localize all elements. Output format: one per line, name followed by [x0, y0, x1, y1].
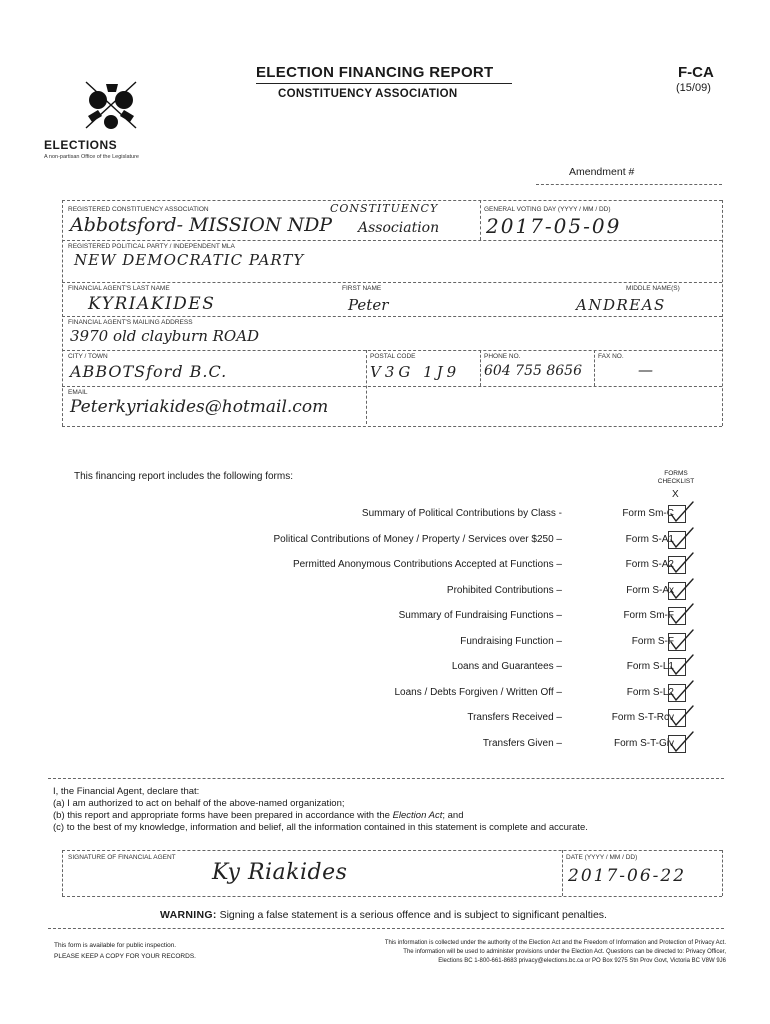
checkmark-icon — [667, 602, 697, 628]
email-value[interactable]: Peterkyriakides@hotmail.com — [70, 397, 329, 417]
checkmark-icon — [667, 679, 697, 705]
forms-checklist-header: FORMS CHECKLIST — [657, 470, 695, 485]
form-row-code: Form S-F — [631, 636, 674, 647]
declaration-intro: I, the Financial Agent, declare that: — [53, 786, 200, 797]
declaration-b-post: ; and — [442, 810, 464, 821]
form-row-description: Political Contributions of Money / Property / Services over $250 – — [273, 534, 562, 545]
phone-divider — [480, 350, 481, 386]
form-row — [200, 738, 680, 758]
checkmark-icon — [667, 500, 697, 526]
date-value[interactable]: 2017-06-22 — [568, 866, 687, 886]
form-checkbox[interactable] — [668, 684, 686, 702]
form-checkbox[interactable] — [668, 556, 686, 574]
fax-label: FAX NO. — [598, 353, 624, 360]
forms-checklist-x: X — [672, 489, 679, 500]
form-checkbox[interactable] — [668, 582, 686, 600]
form-checkbox[interactable] — [668, 658, 686, 676]
form-row — [200, 636, 680, 656]
logo-tagline: A non-partisan Office of the Legislature — [44, 154, 139, 160]
postal-code-value[interactable]: V3G 1J9 — [370, 363, 461, 381]
elections-logo-icon — [84, 78, 156, 136]
signature-right — [722, 850, 723, 896]
declaration-b-pre: (b) this report and appropriate forms have been prepared in accordance with the — [53, 810, 393, 821]
form-row-description: Permitted Anonymous Contributions Accepted at Functions – — [292, 559, 562, 570]
form-row — [200, 610, 680, 630]
form-row — [200, 508, 680, 528]
registered-ca-label: REGISTERED CONSTITUENCY ASSOCIATION — [68, 206, 209, 213]
mailing-address-label: FINANCIAL AGENT'S MAILING ADDRESS — [68, 319, 193, 326]
form-checkbox[interactable] — [668, 709, 686, 727]
phone-value[interactable]: 604 755 8656 — [484, 363, 582, 379]
logo-wordmark: ELECTIONS — [44, 138, 118, 152]
party-value[interactable]: NEW DEMOCRATIC PARTY — [74, 251, 305, 269]
forms-intro: This financing report includes the following forms: — [74, 471, 293, 482]
mailing-address-value[interactable]: 3970 old clayburn ROAD — [70, 327, 260, 345]
box-bottom-border — [62, 426, 722, 427]
form-row-code: Form Sm-C — [622, 508, 674, 519]
row2-bottom — [62, 282, 722, 283]
checkmark-icon — [667, 526, 697, 552]
form-row-code: Form S-L2 — [626, 687, 674, 698]
form-code: F-CA — [678, 64, 714, 81]
form-row-description: Transfers Received – — [467, 712, 562, 723]
row5-bottom — [62, 386, 722, 387]
signature-value[interactable]: Ky Riakides — [212, 860, 348, 885]
form-checkbox[interactable] — [668, 735, 686, 753]
warning-text: Signing a false statement is a serious offence and is subject to significant penalties. — [219, 909, 607, 921]
form-row-code: Form S-Ax — [626, 585, 674, 596]
city-value[interactable]: ABBOTSford B.C. — [70, 362, 228, 381]
form-version: (15/09) — [676, 82, 711, 94]
first-name-value[interactable]: Peter — [348, 296, 389, 314]
form-checkbox[interactable] — [668, 607, 686, 625]
date-label: DATE (YYYY / MM / DD) — [566, 854, 638, 861]
form-row — [200, 661, 680, 681]
form-row-description: Loans and Guarantees – — [451, 661, 562, 672]
elections-bc-logo — [44, 78, 156, 160]
voting-day-divider — [480, 200, 481, 240]
signature-bottom — [62, 896, 722, 897]
title-underline — [256, 83, 512, 84]
signature-top — [62, 850, 722, 851]
warning-bottom — [48, 928, 724, 929]
last-name-value[interactable]: KYRIAKIDES — [88, 294, 216, 314]
declaration-b — [53, 810, 464, 821]
footer-privacy-2: The information will be used to administer provisions under the Election Act. Questions can be directed to: Privacy Officer, — [403, 949, 726, 955]
postal-code-label: POSTAL CODE — [370, 353, 416, 360]
checkmark-icon — [667, 551, 697, 577]
form-row — [200, 687, 680, 707]
declaration-b-act: Election Act — [392, 810, 443, 821]
registered-ca-value-2[interactable]: Association — [358, 220, 440, 236]
form-row-description: Loans / Debts Forgiven / Written Off – — [394, 687, 562, 698]
form-row-code: Form S-A1 — [625, 534, 674, 545]
form-row-description: Prohibited Contributions – — [446, 585, 562, 596]
voting-day-label: GENERAL VOTING DAY (YYYY / MM / DD) — [484, 206, 611, 213]
form-row-description: Fundraising Function – — [460, 636, 562, 647]
registered-ca-overwrite: CONSTITUENCY — [330, 202, 439, 215]
footer-right — [246, 939, 726, 966]
phone-label: PHONE NO. — [484, 353, 521, 360]
form-row — [200, 712, 680, 732]
form-row-description: Summary of Political Contributions by Class - — [361, 508, 562, 519]
checkmark-icon — [667, 730, 697, 756]
signature-label: SIGNATURE OF FINANCIAL AGENT — [68, 854, 176, 861]
declaration-top-border — [48, 778, 724, 779]
checkmark-icon — [667, 704, 697, 730]
registered-ca-value[interactable]: Abbotsford- MISSION NDP — [70, 214, 333, 236]
form-row — [200, 585, 680, 605]
form-row-code: Form S-A2 — [625, 559, 674, 570]
form-row — [200, 559, 680, 579]
declaration-a: (a) I am authorized to act on behalf of the above-named organization; — [53, 798, 345, 809]
box-right-border — [722, 200, 723, 426]
footer-privacy-1: This information is collected under the authority of the Election Act and the Freedom of Information and Protection of Privacy Act. — [384, 940, 726, 946]
checkmark-icon — [667, 577, 697, 603]
postal-divider — [366, 350, 367, 424]
footer-public-inspection: This form is available for public inspection. — [54, 942, 177, 949]
footer-privacy-3: Elections BC 1-800-661-8683 privacy@elections.bc.ca or PO Box 9275 Stn Prov Govt, Victoria BC V8W 9J6 — [438, 958, 726, 964]
form-checkbox[interactable] — [668, 531, 686, 549]
amendment-label: Amendment # — [569, 166, 635, 178]
fax-divider — [594, 350, 595, 386]
form-checkbox[interactable] — [668, 505, 686, 523]
form-row — [200, 534, 680, 554]
middle-name-label: MIDDLE NAME(S) — [626, 285, 680, 292]
footer-keep-copy: PLEASE KEEP A COPY FOR YOUR RECORDS. — [54, 953, 196, 960]
report-title: ELECTION FINANCING REPORT — [256, 64, 494, 81]
city-label: CITY / TOWN — [68, 353, 108, 360]
voting-day-value[interactable]: 2017-05-09 — [486, 214, 622, 238]
warning-label: WARNING: — [160, 909, 217, 921]
row4-bottom — [62, 350, 722, 351]
form-row-description: Summary of Fundraising Functions – — [398, 610, 562, 621]
fax-value[interactable]: — — [638, 361, 653, 379]
first-name-label: FIRST NAME — [342, 285, 382, 292]
warning-statement — [160, 909, 607, 921]
box-top-border — [62, 200, 722, 201]
signature-left — [62, 850, 63, 896]
form-row-code: Form S-L1 — [626, 661, 674, 672]
checkmark-icon — [667, 653, 697, 679]
amendment-line — [536, 184, 722, 185]
middle-name-value[interactable]: ANDREAS — [576, 296, 666, 314]
declaration-c: (c) to the best of my knowledge, information and belief, all the information contained in this statement is complete and accurate. — [53, 822, 588, 833]
form-row-code: Form S-T-Giv — [614, 738, 674, 749]
last-name-label: FINANCIAL AGENT'S LAST NAME — [68, 285, 170, 292]
report-subtitle: CONSTITUENCY ASSOCIATION — [278, 88, 458, 100]
form-row-code: Form Sm-F — [623, 610, 674, 621]
row3-bottom — [62, 316, 722, 317]
box-left-border — [62, 200, 63, 426]
row1-bottom — [62, 240, 722, 241]
email-label: EMAIL — [68, 389, 88, 396]
checkmark-icon — [667, 628, 697, 654]
form-checkbox[interactable] — [668, 633, 686, 651]
form-row-description: Transfers Given – — [482, 738, 562, 749]
date-divider — [562, 850, 563, 896]
party-label: REGISTERED POLITICAL PARTY / INDEPENDENT MLA — [68, 243, 235, 250]
footer-left — [54, 940, 244, 962]
form-row-code: Form S-T-Rcv — [611, 712, 674, 723]
